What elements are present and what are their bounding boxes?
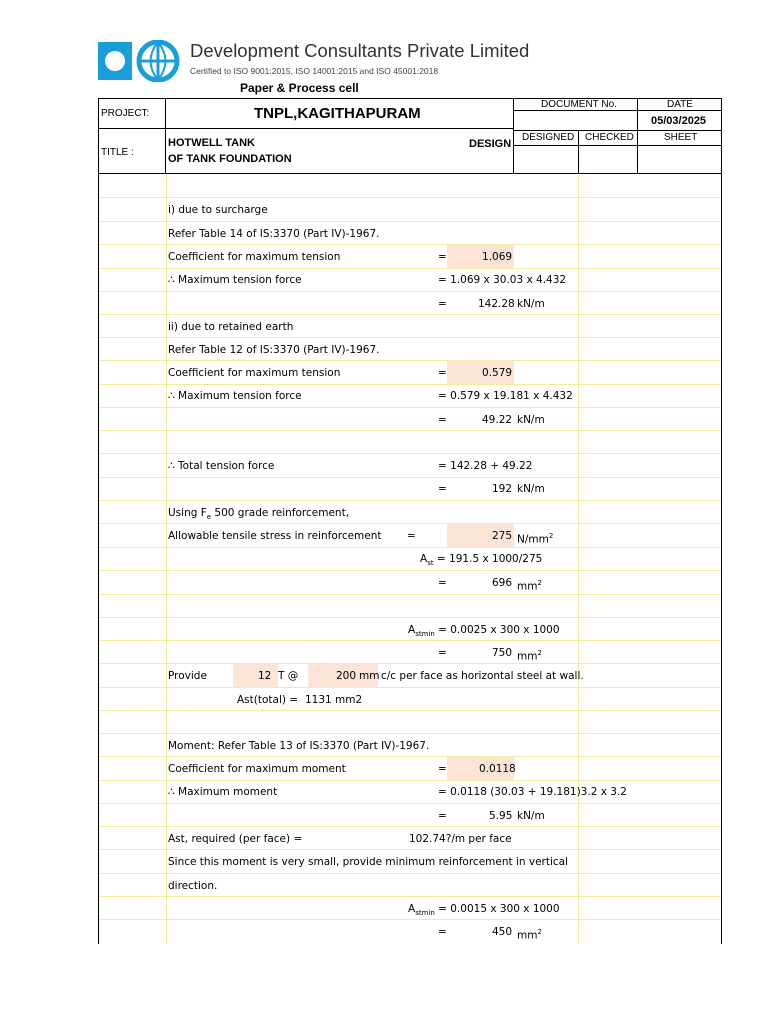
equals: =	[438, 926, 447, 938]
unit: kN/m	[517, 483, 545, 495]
cell-title: Paper & Process cell	[240, 81, 359, 95]
coef-tension-label-1: Coefficient for maximum tension	[168, 251, 341, 263]
equals: =	[438, 298, 447, 310]
ast-total-value: 1131 mm2	[305, 694, 363, 706]
coef-tension-value-2: 0.579	[482, 367, 513, 379]
equals: =	[438, 251, 447, 263]
max-moment-value: 5.95	[489, 810, 513, 822]
astmin-formula-1: $A_{stmin} = 0.0025$ x 300 x 1000	[408, 624, 560, 639]
equals: =	[407, 530, 416, 542]
row-surcharge: i) due to surcharge	[168, 204, 268, 216]
max-tension-expr-2: = 0.579 x 19.181 x 4.432	[438, 390, 573, 402]
provide-description: c/c per face as horizontal steel at wall.	[381, 670, 584, 682]
designed-label: DESIGNED	[522, 132, 575, 143]
total-tension-label: ∴ Total tension force	[168, 460, 275, 472]
project-label: PROJECT:	[101, 108, 150, 119]
equals: =	[438, 763, 447, 775]
max-tension-value-1: 142.28	[478, 298, 515, 310]
minimum-reinforcement-note: Since this moment is very small, provide minimum reinforcement in vertical	[168, 856, 569, 868]
document-no-label: DOCUMENT No.	[541, 99, 617, 110]
row-ref-table14: Refer Table 14 of IS:3370 (Part IV)-1967.	[168, 228, 380, 240]
coef-tension-value-1: 1.069	[482, 251, 513, 263]
ast-value: 696	[492, 577, 513, 589]
provide-label: Provide	[168, 670, 207, 682]
row-ref-table12: Refer Table 12 of IS:3370 (Part IV)-1967.	[168, 344, 380, 356]
equals: =	[438, 414, 447, 426]
minimum-reinforcement-note-2: direction.	[168, 880, 218, 892]
unit: $mm^2$	[517, 579, 542, 593]
max-tension-label-2: ∴ Maximum tension force	[168, 390, 302, 402]
sheet-label: SHEET	[664, 132, 698, 143]
unit: kN/m	[517, 298, 545, 310]
ast-total-label: Ast(total) =	[237, 694, 299, 706]
bar-diameter: 12	[258, 670, 272, 682]
unit: $mm^2$	[517, 649, 542, 663]
ast-required-value: 102.74?/m per face	[409, 833, 512, 845]
title-line-2: OF TANK FOUNDATION	[168, 153, 292, 165]
row-retained-earth: ii) due to retained earth	[168, 321, 294, 333]
grade-reinforcement: Using $F_e$ 500 grade reinforcement,	[168, 507, 350, 522]
astmin-value-1: 750	[492, 647, 513, 659]
checked-label: CHECKED	[585, 132, 634, 143]
bar-spacing: 200	[336, 670, 357, 682]
max-moment-expr: = 0.0118 (30.03 + 19.181)3.2 x 3.2	[438, 786, 627, 798]
equals: =	[438, 367, 447, 379]
date-value: 05/03/2025	[651, 115, 707, 127]
ast-formula: $A_{st} = 191.5$ x 1000/275	[420, 553, 543, 568]
unit: kN/m	[517, 414, 545, 426]
max-moment-label: ∴ Maximum moment	[168, 786, 278, 798]
date-label: DATE	[667, 99, 693, 110]
design-label: DESIGN	[469, 138, 512, 150]
bar-type: T @	[278, 670, 299, 682]
equals: =	[438, 810, 447, 822]
allowable-stress-value: 275	[492, 530, 513, 542]
equals: =	[438, 483, 447, 495]
astmin-value-2: 450	[492, 926, 513, 938]
coef-moment-value: 0.0118	[479, 763, 516, 775]
company-logo	[98, 40, 182, 82]
ast-required-label: Ast, required (per face) =	[168, 833, 303, 845]
equals: =	[438, 577, 447, 589]
astmin-formula-2: $A_{stmin} = 0.0015$ x 300 x 1000	[408, 903, 560, 918]
max-tension-value-2: 49.22	[482, 414, 513, 426]
total-tension-expr: = 142.28 + 49.22	[438, 460, 533, 472]
allowable-stress-label: Allowable tensile stress in reinforcement	[168, 530, 382, 542]
moment-ref: Moment: Refer Table 13 of IS:3370 (Part IV)-1967.	[168, 740, 430, 752]
max-tension-expr-1: = 1.069 x 30.03 x 4.432	[438, 274, 567, 286]
project-value: TNPL,KAGITHAPURAM	[254, 105, 421, 122]
unit: kN/m	[517, 810, 545, 822]
equals: =	[438, 647, 447, 659]
unit: $mm^2$	[517, 928, 542, 942]
unit: $N/mm^2$	[517, 532, 554, 546]
title-label: TITLE :	[101, 147, 134, 158]
certification-text: Certified to ISO 9001:2015, ISO 14001:2015 and ISO 45001:2018	[190, 66, 439, 76]
coef-tension-label-2: Coefficient for maximum tension	[168, 367, 341, 379]
title-line-1: HOTWELL TANK	[168, 137, 255, 149]
unit: mm	[359, 670, 380, 682]
coef-moment-label: Coefficient for maximum moment	[168, 763, 346, 775]
company-name: Development Consultants Private Limited	[190, 40, 530, 61]
total-tension-value: 192	[492, 483, 513, 495]
max-tension-label-1: ∴ Maximum tension force	[168, 274, 302, 286]
